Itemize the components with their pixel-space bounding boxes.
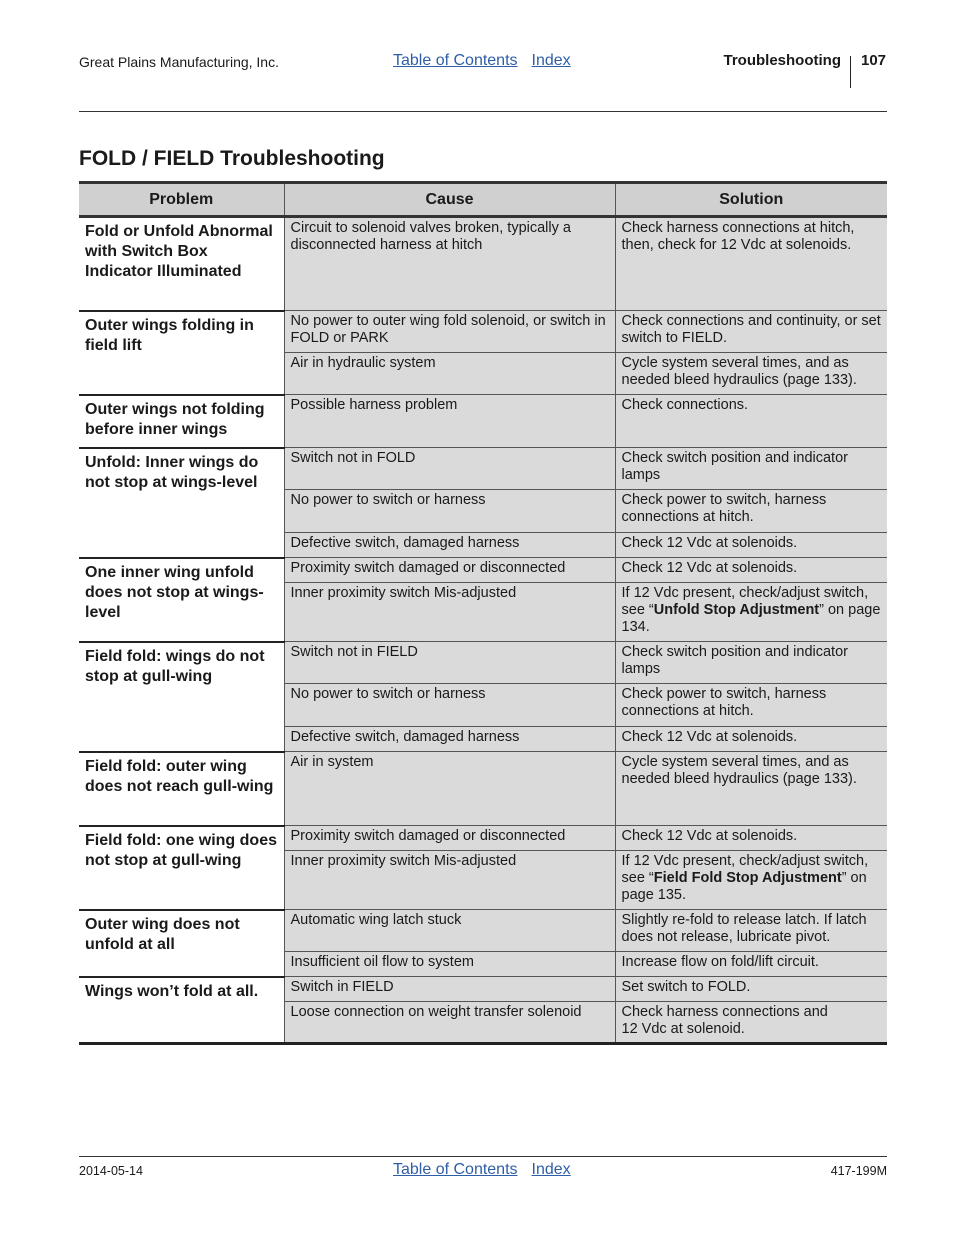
solution-cell: Increase flow on fold/lift circuit. [615, 952, 887, 977]
footer-nav [393, 1161, 585, 1179]
solution-cell: Check connections. [615, 395, 887, 448]
solution-cell [615, 851, 887, 910]
solution-cell: Check 12 Vdc at solenoids. [615, 558, 887, 583]
problem-cell: Field fold: outer wing does not reach gull-wing [79, 752, 284, 826]
problem-cell: Outer wings not folding before inner wings [79, 395, 284, 448]
toc-link[interactable]: Table of Contents [393, 52, 518, 69]
solution-cell: Check 12 Vdc at solenoids. [615, 727, 887, 752]
footer-rule [79, 1156, 887, 1157]
solution-reference: Unfold Stop Adjustment [653, 602, 820, 618]
page-title: FOLD / FIELD Troubleshooting [79, 147, 385, 170]
problem-cell: Field fold: one wing does not stop at gull-wing [79, 826, 284, 910]
col-header-solution: Solution [615, 183, 887, 217]
header-nav [393, 52, 585, 70]
table-row [79, 558, 887, 583]
cause-cell: Circuit to solenoid valves broken, typically a disconnected harness at hitch [284, 217, 615, 311]
solution-cell: Check connections and continuity, or set switch to FIELD. [615, 311, 887, 353]
problem-cell: Wings won’t fold at all. [79, 977, 284, 1044]
problem-cell: Outer wing does not unfold at all [79, 910, 284, 977]
footer-index-link[interactable]: Index [531, 1161, 571, 1178]
problem-cell: One inner wing unfold does not stop at wings-level [79, 558, 284, 642]
table-row [79, 217, 887, 311]
solution-cell: Cycle system several times, and as needed bleed hydraulics (page 133). [615, 752, 887, 826]
header-divider [850, 56, 851, 88]
problem-cell: Unfold: Inner wings do not stop at wings-level [79, 448, 284, 558]
problem-cell: Field fold: wings do not stop at gull-wing [79, 642, 284, 752]
solution-cell: Set switch to FOLD. [615, 977, 887, 1002]
troubleshooting-table [79, 181, 887, 1045]
index-link[interactable]: Index [531, 52, 571, 69]
col-header-problem: Problem [79, 183, 284, 217]
cause-cell: Proximity switch damaged or disconnected [284, 826, 615, 851]
col-header-cause: Cause [284, 183, 615, 217]
page-number: 107 [861, 52, 887, 69]
table-row [79, 910, 887, 952]
solution-cell: Check 12 Vdc at solenoids. [615, 826, 887, 851]
header-rule [79, 111, 887, 112]
solution-cell: Check power to switch, harness connections at hitch. [615, 684, 887, 727]
table-row [79, 977, 887, 1002]
solution-cell: Check harness connections and 12 Vdc at solenoid. [615, 1002, 887, 1044]
solution-text: ” on page 134. [621, 602, 881, 635]
solution-text: If 12 Vdc present, check/adjust switch, see “ [621, 585, 869, 618]
table-row [79, 395, 887, 448]
cause-cell: Inner proximity switch Mis-adjusted [284, 583, 615, 642]
cause-cell: Air in system [284, 752, 615, 826]
solution-cell: Check switch position and indicator lamps [615, 448, 887, 490]
cause-cell: Defective switch, damaged harness [284, 533, 615, 558]
solution-cell: Cycle system several times, and as needed bleed hydraulics (page 133). [615, 353, 887, 395]
table-row [79, 826, 887, 851]
problem-cell: Outer wings folding in field lift [79, 311, 284, 395]
solution-cell: Check switch position and indicator lamps [615, 642, 887, 684]
doc-number: 417-199M [830, 1164, 887, 1178]
cause-cell: Possible harness problem [284, 395, 615, 448]
cause-cell: No power to switch or harness [284, 490, 615, 533]
section-title: Troubleshooting [723, 52, 841, 69]
cause-cell: Switch not in FOLD [284, 448, 615, 490]
table-row [79, 311, 887, 353]
cause-cell: Automatic wing latch stuck [284, 910, 615, 952]
cause-cell: No power to outer wing fold solenoid, or switch in FOLD or PARK [284, 311, 615, 353]
solution-cell: Check 12 Vdc at solenoids. [615, 533, 887, 558]
footer-toc-link[interactable]: Table of Contents [393, 1161, 518, 1178]
page-header [79, 50, 887, 90]
solution-cell: Slightly re-fold to release latch. If latch does not release, lubricate pivot. [615, 910, 887, 952]
table-row [79, 642, 887, 684]
solution-text: ” on page 135. [621, 870, 867, 903]
cause-cell: Defective switch, damaged harness [284, 727, 615, 752]
cause-cell: Inner proximity switch Mis-adjusted [284, 851, 615, 910]
table-header-row [79, 183, 887, 217]
cause-cell: No power to switch or harness [284, 684, 615, 727]
table-body [79, 217, 887, 1044]
cause-cell: Switch in FIELD [284, 977, 615, 1002]
solution-cell [615, 583, 887, 642]
problem-cell: Fold or Unfold Abnormal with Switch Box Indicator Illuminated [79, 217, 284, 311]
solution-reference: Field Fold Stop Adjustment [653, 870, 842, 886]
cause-cell: Loose connection on weight transfer solenoid [284, 1002, 615, 1044]
company-name: Great Plains Manufacturing, Inc. [79, 54, 279, 70]
cause-cell: Proximity switch damaged or disconnected [284, 558, 615, 583]
solution-cell: Check harness connections at hitch, then, check for 12 Vdc at solenoids. [615, 217, 887, 311]
table-row [79, 752, 887, 826]
solution-cell: Check power to switch, harness connections at hitch. [615, 490, 887, 533]
footer-date: 2014-05-14 [79, 1164, 143, 1178]
cause-cell: Switch not in FIELD [284, 642, 615, 684]
table-row [79, 448, 887, 490]
cause-cell: Air in hydraulic system [284, 353, 615, 395]
solution-text: If 12 Vdc present, check/adjust switch, see “ [621, 853, 869, 886]
cause-cell: Insufficient oil flow to system [284, 952, 615, 977]
